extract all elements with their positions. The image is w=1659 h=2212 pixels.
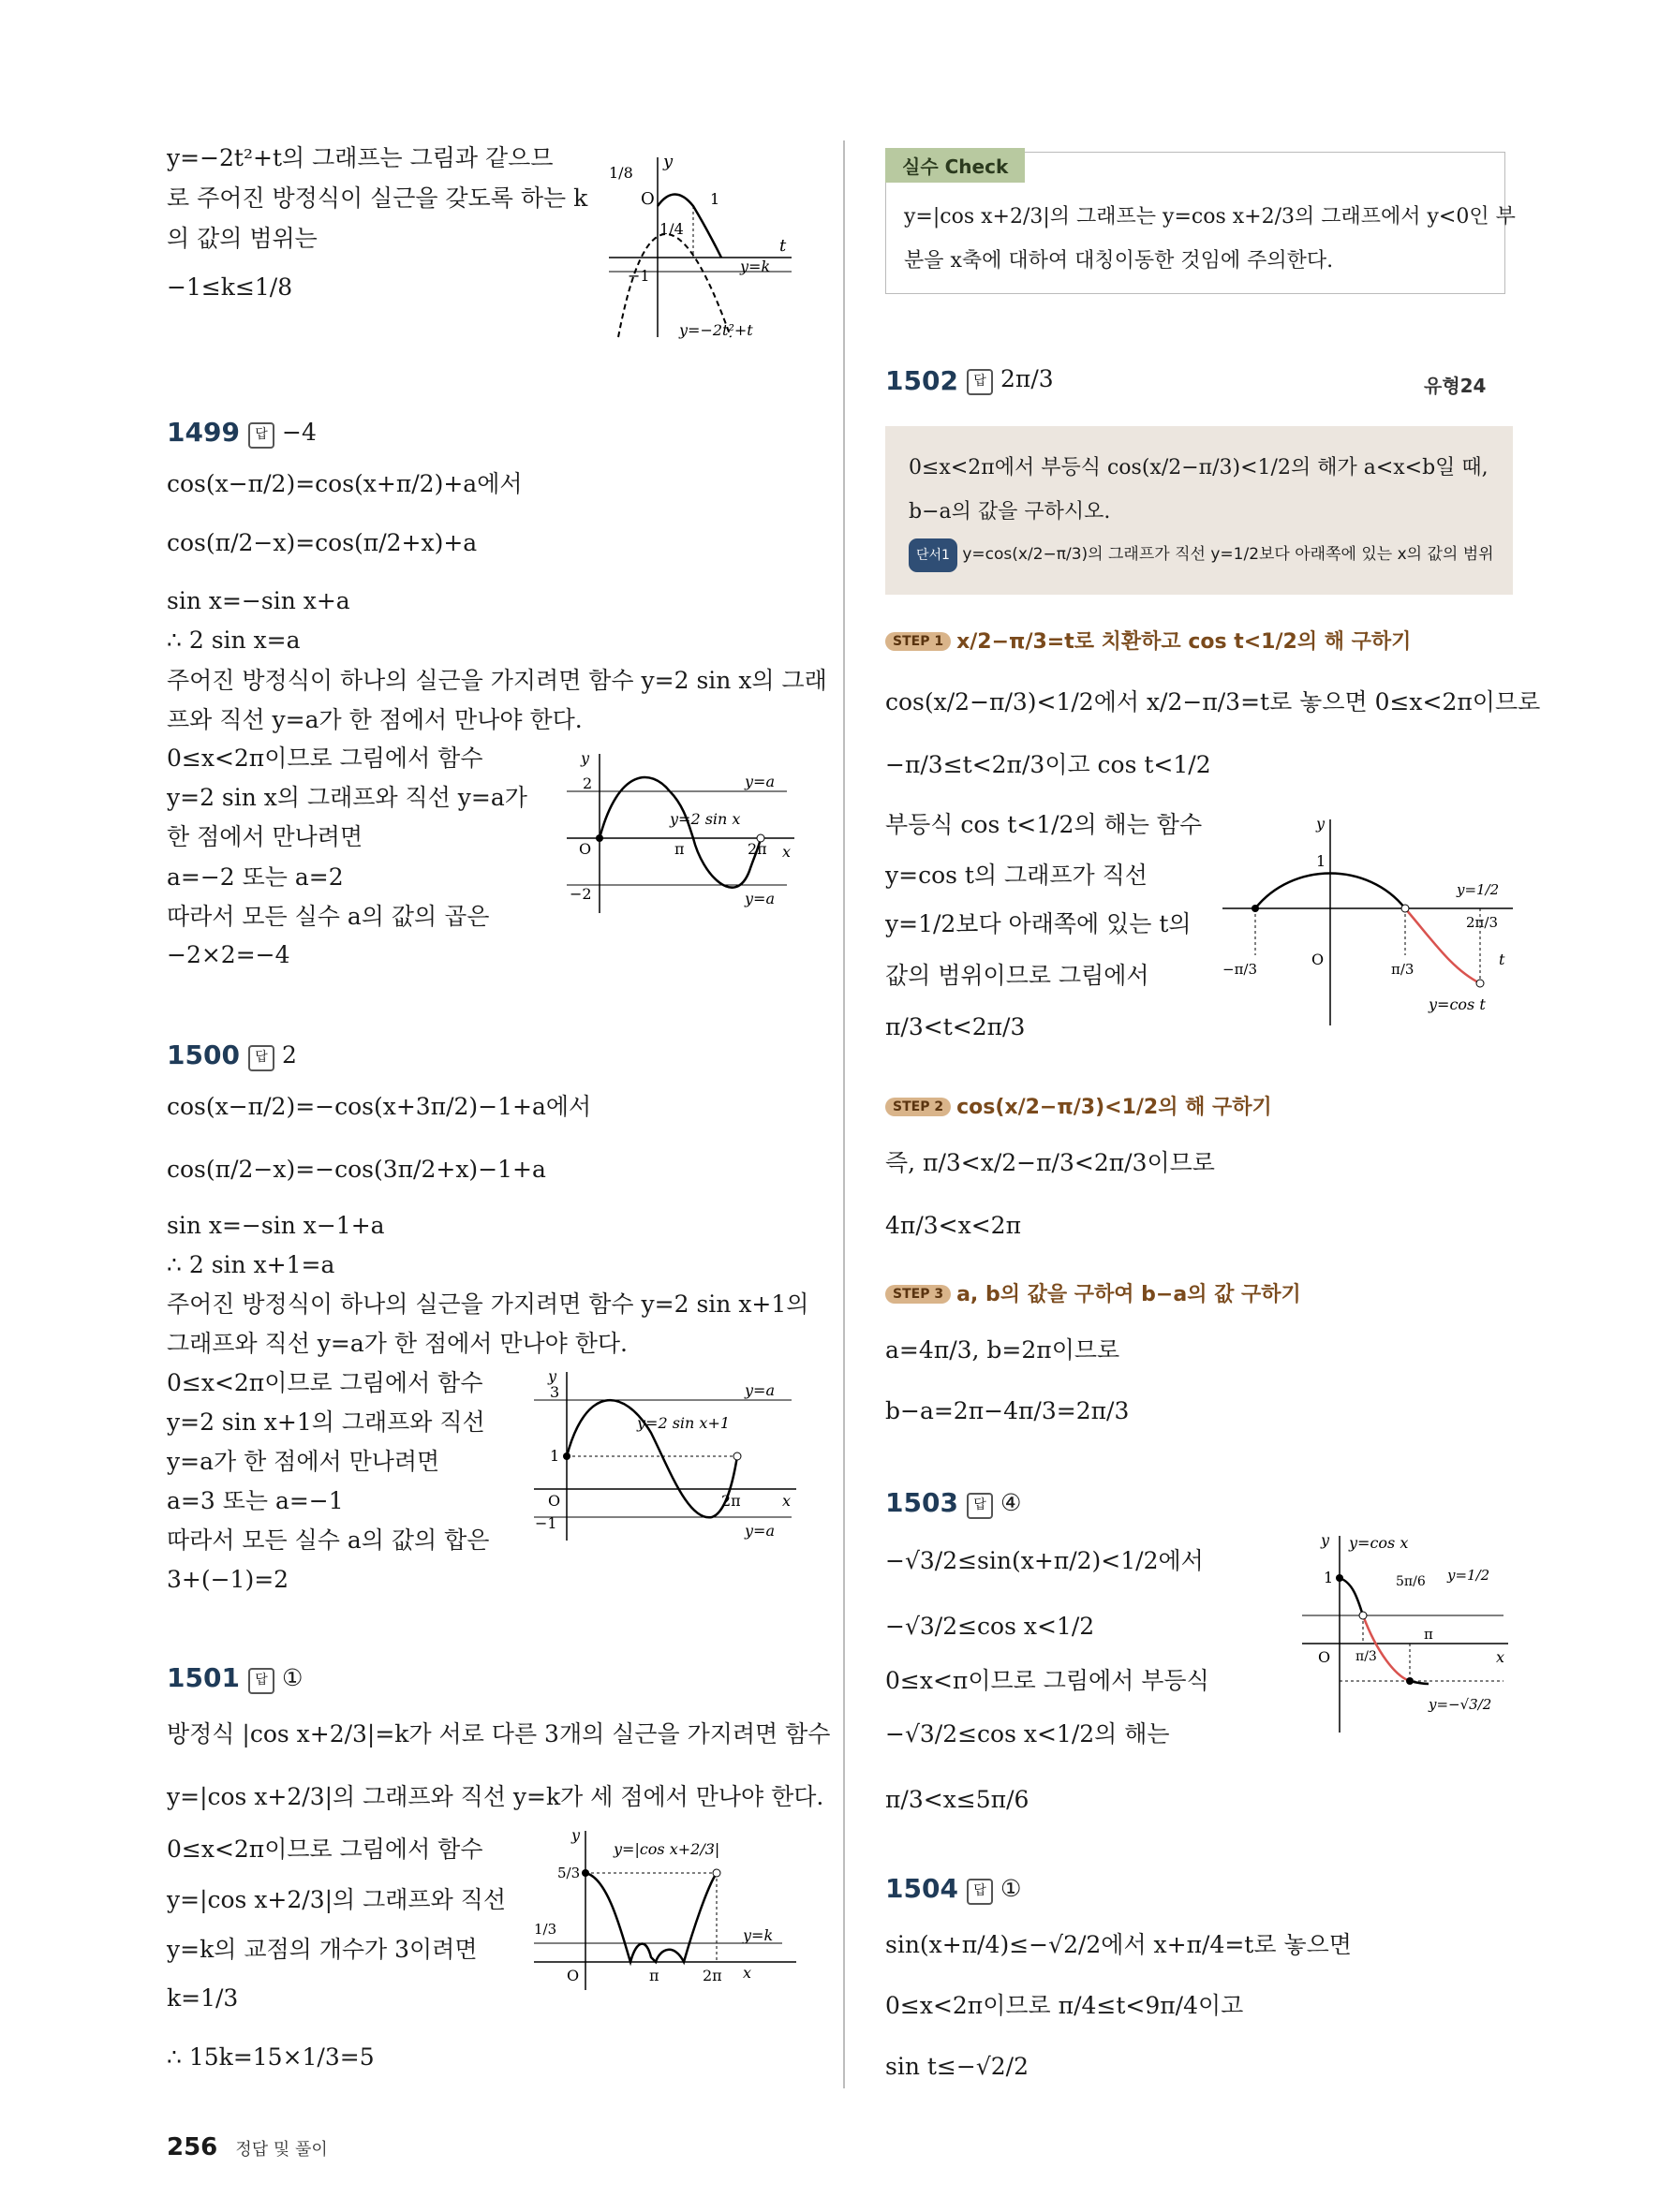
origin-label: O [1311, 951, 1325, 968]
tick-label: 2 [583, 774, 593, 792]
axis-label-x: x [1496, 1648, 1505, 1666]
origin-label: O [567, 1967, 580, 1984]
tick-label: 5/3 [557, 1865, 581, 1881]
curve-label: y=cos t [1429, 995, 1486, 1013]
text-line: −1≤k≤1/8 [167, 273, 293, 301]
column-divider [843, 140, 845, 2088]
tick-label: −1 [535, 1514, 557, 1532]
tick-label: π [1424, 1626, 1433, 1643]
text-line: cos(π/2−x)=cos(π/2+x)+a [167, 529, 478, 556]
tick-label: 5π/6 [1396, 1574, 1426, 1589]
text-line: −2×2=−4 [167, 941, 290, 968]
answer [248, 1041, 297, 1071]
tick-label: 2π/3 [1466, 914, 1498, 931]
text-line: 즉, π/3<x/2−π/3<2π/3이므로 [885, 1149, 1215, 1176]
curve-label: y=2 sin x [670, 810, 741, 828]
line-label: y=a [745, 1381, 775, 1399]
problem-number: 1503 [885, 1487, 958, 1518]
text-line: y=2 sin x+1의 그래프와 직선 [167, 1408, 485, 1436]
curve-label: y=cos x [1349, 1534, 1409, 1552]
text-line: y=a가 한 점에서 만나려면 [167, 1448, 440, 1475]
answer-badge: 답 [248, 1668, 274, 1694]
answer-badge: 답 [967, 1493, 993, 1519]
text-line: 따라서 모든 실수 a의 값의 곱은 [167, 903, 490, 930]
text-line: 의 값의 범위는 [167, 225, 318, 252]
problem-number: 1500 [167, 1040, 240, 1070]
text-line: 0≤x<2π이므로 그림에서 함수 [167, 1369, 483, 1396]
mistake-check-title: 실수 Check [885, 148, 1025, 183]
text-line: −√3/2≤cos x<1/2 [885, 1613, 1095, 1640]
line-label: y=1/2 [1447, 1567, 1490, 1584]
text-line: y=2 sin x의 그래프와 직선 y=a가 [167, 784, 527, 811]
text-line: π/3<t<2π/3 [885, 1013, 1026, 1040]
tick-label: 1 [710, 190, 720, 208]
line-label: y=k [743, 1926, 774, 1944]
text-line: −π/3≤t<2π/3이고 cos t<1/2 [885, 751, 1211, 778]
page-number: 256 [167, 2133, 218, 2161]
text-line: 0≤x<2π이므로 그림에서 함수 [167, 1836, 483, 1863]
tick-label: 2π [748, 840, 767, 858]
tick-label: 2π [703, 1967, 722, 1984]
text-line: 주어진 방정식이 하나의 실근을 가지려면 함수 y=2 sin x의 그래 [167, 667, 827, 694]
graph-1499 [562, 749, 801, 918]
tick-label: −1 [628, 267, 650, 285]
text-line: a=3 또는 a=−1 [167, 1487, 344, 1514]
line-label: y=a [745, 890, 775, 907]
axis-label-t: t [779, 236, 787, 256]
line-label: y=a [745, 773, 775, 790]
text-line: ∴ 2 sin x=a [167, 627, 301, 654]
step-tag: STEP 1 [885, 632, 951, 651]
text-line: −√3/2≤sin(x+π/2)<1/2에서 [885, 1547, 1204, 1574]
text-line: ∴ 2 sin x+1=a [167, 1251, 335, 1278]
text-line: 0≤x<π이므로 그림에서 부등식 [885, 1667, 1209, 1694]
text-line: 0≤x<2π이므로 그림에서 함수 [167, 745, 483, 772]
line-label: y=a [745, 1522, 775, 1540]
text-line: a=−2 또는 a=2 [167, 863, 344, 891]
answer-badge: 답 [967, 369, 993, 395]
text-line: sin x=−sin x−1+a [167, 1212, 385, 1239]
tick-label: 1 [1324, 1569, 1334, 1586]
tick-label: 1 [550, 1447, 560, 1465]
answer-value: 2π/3 [1000, 365, 1054, 392]
tick-label: 3 [550, 1383, 560, 1401]
text-line: ∴ 15k=15×1/3=5 [167, 2043, 375, 2071]
axis-label-y: y [548, 1367, 557, 1385]
origin-label: O [579, 840, 592, 858]
type-tag: 유형24 [1424, 375, 1487, 397]
text-line: sin(x+π/4)≤−√2/2에서 x+π/4=t로 놓으면 [885, 1931, 1352, 1958]
graph-1502 [1218, 815, 1518, 1030]
text-line: sin x=−sin x+a [167, 587, 350, 614]
axis-label-y: y [1316, 815, 1326, 833]
answer-value: 2 [282, 1041, 297, 1069]
answer [248, 1664, 303, 1694]
step-tag: STEP 3 [885, 1285, 951, 1304]
answer-badge: 답 [248, 1045, 274, 1071]
text-line: 방정식 |cos x+2/3|=k가 서로 다른 3개의 실근을 가지려면 함수 [167, 1720, 831, 1747]
text-line: b−a의 값을 구하시오. [909, 500, 1111, 524]
tick-label: π [649, 1967, 659, 1984]
graph-1503 [1297, 1531, 1513, 1737]
text-line: y=−2t²+t의 그래프는 그림과 같으므 [167, 144, 554, 171]
graph-1501 [529, 1826, 801, 1995]
curve-label: y=|cos x+2/3| [614, 1840, 720, 1858]
step-title: x/2−π/3=t로 치환하고 cos t<1/2의 해 구하기 [956, 630, 1412, 654]
step-1-heading [885, 626, 1411, 655]
origin-label: O [1318, 1648, 1331, 1666]
problem-number: 1499 [167, 417, 240, 448]
text-line: y=cos t의 그래프가 직선 [885, 862, 1148, 889]
axis-label-x: x [782, 843, 792, 861]
text-line: cos(x−π/2)=cos(x+π/2)+a에서 [167, 470, 523, 497]
axis-label-y: y [1321, 1531, 1330, 1549]
axis-label-t: t [1499, 951, 1505, 968]
graph-1500 [529, 1367, 801, 1545]
hint-line [909, 538, 1494, 572]
text-line: y=|cos x+2/3|의 그래프는 y=cos x+2/3의 그래프에서 y<0인 부 [904, 205, 1516, 229]
text-line: 3+(−1)=2 [167, 1566, 289, 1593]
curve-label: y=−2t²+t [679, 321, 753, 339]
text-line: b−a=2π−4π/3=2π/3 [885, 1397, 1130, 1424]
text-line: 값의 범위이므로 그림에서 [885, 962, 1149, 989]
text-line: a=4π/3, b=2π이므로 [885, 1336, 1120, 1364]
text-line: 0≤x<2π에서 부등식 cos(x/2−π/3)<1/2의 해가 a<x<b일 때, [909, 456, 1489, 479]
answer-value: ① [1000, 1875, 1022, 1902]
text-line: y=|cos x+2/3|의 그래프와 직선 y=k가 세 점에서 만나야 한다. [167, 1783, 824, 1810]
text-line: cos(x−π/2)=−cos(x+3π/2)−1+a에서 [167, 1093, 592, 1120]
answer [967, 1489, 1021, 1519]
step-title: a, b의 값을 구하여 b−a의 값 구하기 [956, 1283, 1301, 1306]
text-line: 따라서 모든 실수 a의 값의 합은 [167, 1526, 490, 1554]
text-line: 부등식 cos t<1/2의 해는 함수 [885, 811, 1203, 838]
text-line: −√3/2≤cos x<1/2의 해는 [885, 1720, 1170, 1747]
tick-label: 1/8 [609, 164, 633, 182]
axis-label-y: y [581, 749, 590, 767]
tick-label: 2π [721, 1492, 741, 1510]
step-tag: STEP 2 [885, 1098, 951, 1116]
tick-label: −2 [570, 885, 592, 903]
text-line: 로 주어진 방정식이 실근을 갖도록 하는 k [167, 184, 588, 212]
answer [248, 419, 317, 449]
axis-label-y: y [663, 152, 674, 171]
text-line: 분을 x축에 대하여 대칭이동한 것임에 주의한다. [904, 249, 1334, 273]
text-line: cos(π/2−x)=−cos(3π/2+x)−1+a [167, 1156, 546, 1183]
hint-tag: 단서1 [909, 538, 957, 572]
axis-label-x: x [743, 1964, 752, 1982]
line-label: y=1/2 [1457, 881, 1500, 898]
text-line: y=k의 교점의 개수가 3이려면 [167, 1936, 478, 1963]
page-footer [167, 2133, 328, 2161]
tick-label: π/3 [1355, 1649, 1377, 1664]
text-line: 0≤x<2π이므로 π/4≤t<9π/4이고 [885, 1992, 1244, 2019]
text-line: cos(x/2−π/3)<1/2에서 x/2−π/3=t로 놓으면 0≤x<2π이므로 [885, 688, 1541, 715]
line-label: y=k [740, 258, 771, 275]
tick-label: −π/3 [1222, 961, 1258, 978]
answer [967, 365, 1054, 395]
axis-label-y: y [571, 1826, 581, 1844]
text-line: y=1/2보다 아래쪽에 있는 t의 [885, 910, 1192, 937]
intro-graph [600, 150, 806, 347]
origin-label: O [641, 189, 655, 209]
text-line: 그래프와 직선 y=a가 한 점에서 만나야 한다. [167, 1330, 629, 1357]
answer-badge: 답 [248, 422, 274, 449]
step-3-heading [885, 1278, 1301, 1307]
step-2-heading [885, 1091, 1272, 1120]
problem-number: 1501 [167, 1662, 240, 1693]
curve-label: y=2 sin x+1 [637, 1414, 731, 1432]
hint-text: y=cos(x/2−π/3)의 그래프가 직선 y=1/2보다 아래쪽에 있는 x의 값의 범위 [962, 545, 1494, 564]
origin-label: O [548, 1492, 561, 1510]
answer-value: −4 [282, 419, 317, 446]
answer-value: ④ [1000, 1489, 1022, 1516]
answer-badge: 답 [967, 1879, 993, 1905]
text-line: π/3<x≤5π/6 [885, 1786, 1029, 1813]
tick-label: π [674, 840, 685, 858]
text-line: 프와 직선 y=a가 한 점에서 만나야 한다. [167, 706, 583, 733]
step-title: cos(x/2−π/3)<1/2의 해 구하기 [956, 1096, 1272, 1119]
tick-label: π/3 [1391, 961, 1415, 978]
tick-label: 1/4 [659, 220, 684, 238]
problem-number: 1502 [885, 365, 958, 396]
line-label: y=−√3/2 [1429, 1696, 1492, 1713]
answer-value: ① [282, 1664, 304, 1691]
footer-label: 정답 및 풀이 [235, 2140, 328, 2160]
axis-label-x: x [782, 1492, 792, 1510]
text-line: 한 점에서 만나려면 [167, 823, 363, 850]
answer [967, 1875, 1021, 1905]
text-line: 주어진 방정식이 하나의 실근을 가지려면 함수 y=2 sin x+1의 [167, 1290, 809, 1318]
text-line: 4π/3<x<2π [885, 1212, 1021, 1239]
text-line: k=1/3 [167, 1984, 239, 2012]
tick-label: 1 [1316, 852, 1326, 870]
text-line: sin t≤−√2/2 [885, 2053, 1029, 2080]
tick-label: 1/3 [534, 1921, 557, 1938]
problem-number: 1504 [885, 1873, 958, 1904]
text-line: y=|cos x+2/3|의 그래프와 직선 [167, 1886, 506, 1913]
